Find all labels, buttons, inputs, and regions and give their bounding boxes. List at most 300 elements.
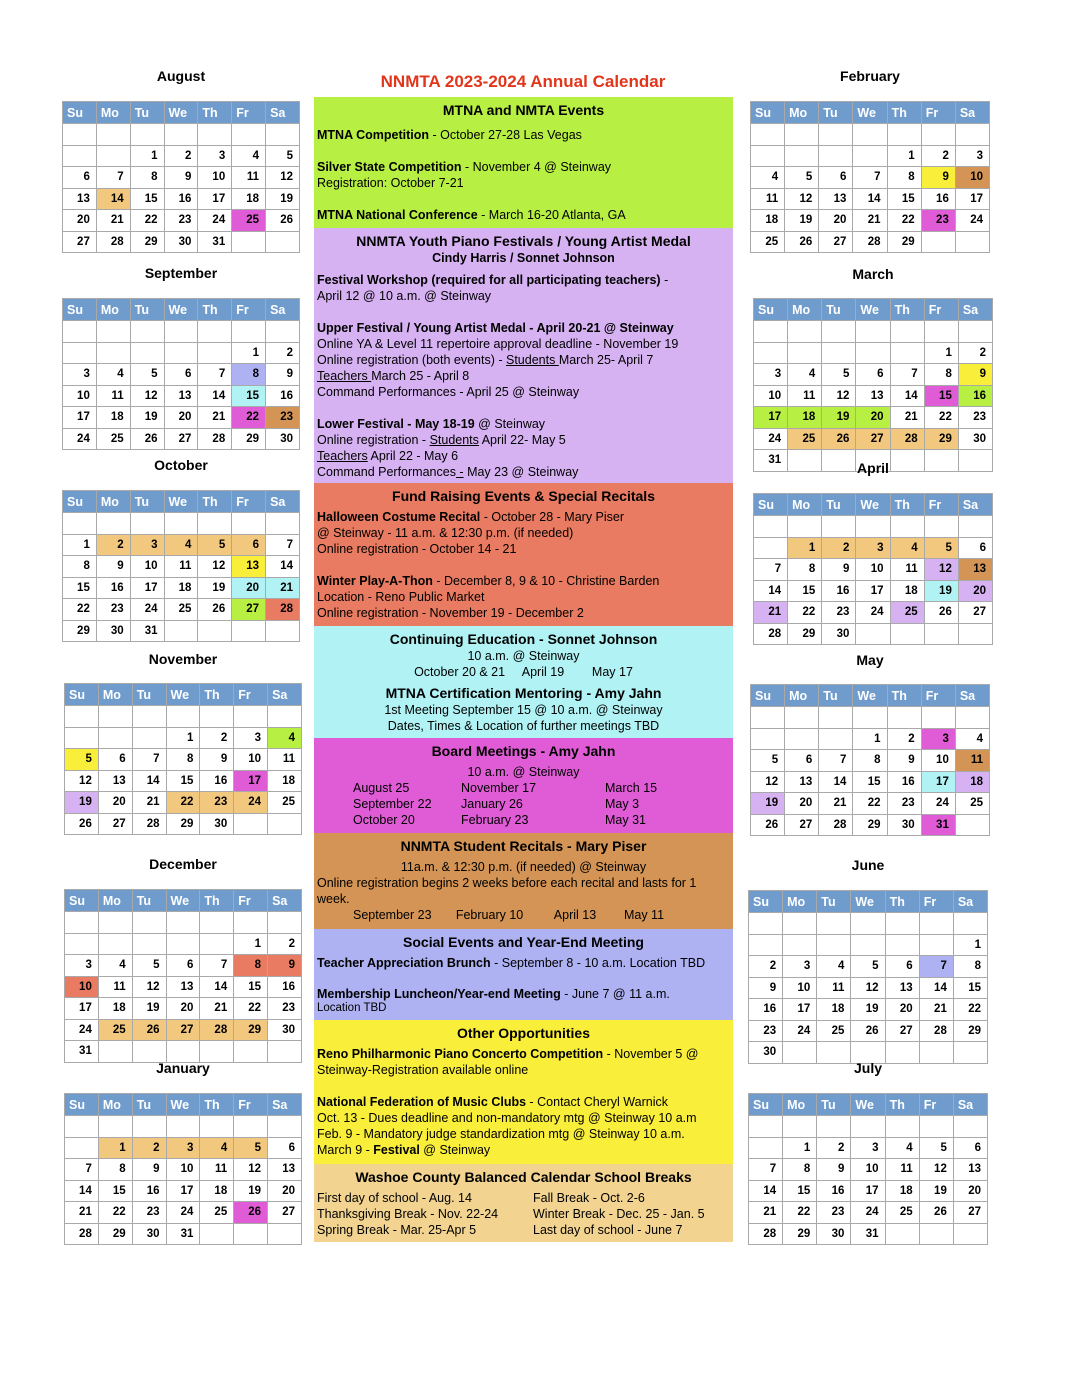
weekday-header: We <box>851 891 885 913</box>
weekday-header: We <box>164 102 198 124</box>
day-cell: 29 <box>887 231 921 253</box>
day-cell: 1 <box>63 534 97 556</box>
day-cell: 17 <box>851 1180 885 1202</box>
day-cell: 19 <box>924 580 958 602</box>
weekday-header: Fr <box>924 299 958 321</box>
day-cell: 15 <box>234 976 268 998</box>
day-cell: 16 <box>266 385 300 407</box>
day-cell: 11 <box>268 749 302 771</box>
event-detail: Online registration begins 2 weeks before each recital and lasts for 1 <box>317 876 697 890</box>
day-cell: 2 <box>817 1137 851 1159</box>
empty-cell <box>166 706 200 728</box>
empty-cell <box>130 513 164 535</box>
empty-cell <box>856 623 890 645</box>
event-detail: April 22- May 5 <box>478 433 566 447</box>
day-cell: 16 <box>268 976 302 998</box>
weekday-header: We <box>166 1094 200 1116</box>
day-cell: 8 <box>234 955 268 977</box>
day-cell: 19 <box>822 407 856 429</box>
school-break-item: Thanksgiving Break - Nov. 22-24 <box>317 1207 499 1221</box>
weekday-header: We <box>166 684 200 706</box>
day-cell: 6 <box>819 167 853 189</box>
section-student-recitals <box>314 833 733 929</box>
day-cell: 29 <box>130 231 164 253</box>
event-name: Teacher Appreciation Brunch <box>317 956 491 970</box>
meeting-date: September 22 <box>353 797 432 811</box>
day-cell: 26 <box>266 210 300 232</box>
day-cell: 18 <box>96 407 130 429</box>
day-cell: 23 <box>164 210 198 232</box>
event-detail: - March 16-20 Atlanta, GA <box>477 208 626 222</box>
empty-cell <box>268 813 302 835</box>
section-heading: Washoe County Balanced Calendar School Breaks <box>355 1169 692 1185</box>
day-cell: 12 <box>851 977 885 999</box>
day-cell: 24 <box>754 428 788 450</box>
event-detail: March 25- April 7 <box>558 353 654 367</box>
day-cell: 12 <box>132 976 166 998</box>
empty-cell <box>164 513 198 535</box>
weekday-header: Sa <box>268 1094 302 1116</box>
section-board-meetings <box>314 738 733 833</box>
day-cell: 5 <box>851 956 885 978</box>
section-heading: Continuing Education - Sonnet Johnson <box>389 631 658 647</box>
day-cell: 6 <box>98 749 132 771</box>
day-cell: 12 <box>822 385 856 407</box>
day-cell: 19 <box>198 577 232 599</box>
day-cell: 11 <box>890 559 924 581</box>
day-cell: 24 <box>198 210 232 232</box>
day-cell: 27 <box>98 813 132 835</box>
day-cell: 16 <box>200 770 234 792</box>
day-cell: 25 <box>98 1019 132 1041</box>
section-social-events <box>314 929 733 1020</box>
empty-cell <box>921 124 955 146</box>
day-cell: 8 <box>232 364 266 386</box>
day-cell: 28 <box>65 1223 99 1245</box>
empty-cell <box>817 1116 851 1138</box>
event-detail: 10 a.m. @ Steinway <box>467 765 580 779</box>
weekday-header: Fr <box>921 102 955 124</box>
day-cell: 9 <box>164 167 198 189</box>
day-cell: 25 <box>164 599 198 621</box>
empty-cell <box>955 231 989 253</box>
empty-cell <box>953 913 987 935</box>
empty-cell <box>96 124 130 146</box>
event-detail: May 23 @ Steinway <box>463 465 579 479</box>
day-cell: 11 <box>200 1159 234 1181</box>
weekday-header: Fr <box>234 684 268 706</box>
day-cell: 19 <box>234 1180 268 1202</box>
day-cell: 18 <box>268 770 302 792</box>
weekday-header: Tu <box>130 299 164 321</box>
weekday-header: We <box>164 491 198 513</box>
empty-cell <box>234 1223 268 1245</box>
day-cell: 1 <box>853 728 887 750</box>
empty-cell <box>921 707 955 729</box>
empty-cell <box>96 513 130 535</box>
day-cell: 23 <box>96 599 130 621</box>
section-subheading: Cindy Harris / Sonnet Johnson <box>432 251 615 265</box>
empty-cell <box>890 516 924 538</box>
empty-cell <box>268 1041 302 1063</box>
section-heading: MTNA Certification Mentoring - Amy Jahn <box>385 685 662 701</box>
day-cell: 9 <box>96 556 130 578</box>
day-cell: 28 <box>132 813 166 835</box>
day-cell: 26 <box>924 602 958 624</box>
day-cell: 4 <box>268 727 302 749</box>
day-cell: 18 <box>751 210 785 232</box>
day-cell: 22 <box>788 602 822 624</box>
empty-cell <box>232 124 266 146</box>
empty-cell <box>63 513 97 535</box>
empty-cell <box>924 623 958 645</box>
weekday-header: Sa <box>266 299 300 321</box>
empty-cell <box>955 124 989 146</box>
day-cell: 20 <box>166 998 200 1020</box>
day-cell: 21 <box>266 577 300 599</box>
empty-cell <box>853 145 887 167</box>
day-cell: 5 <box>924 537 958 559</box>
day-cell: 21 <box>890 407 924 429</box>
weekday-header: Tu <box>817 1094 851 1116</box>
day-cell: 23 <box>200 792 234 814</box>
empty-cell <box>754 516 788 538</box>
day-cell: 1 <box>232 342 266 364</box>
day-cell: 22 <box>234 998 268 1020</box>
day-cell: 2 <box>200 727 234 749</box>
school-break-item: Fall Break - Oct. 2-6 <box>533 1191 645 1205</box>
event-detail: Steinway-Registration available online <box>317 1063 529 1077</box>
empty-cell <box>890 342 924 364</box>
month-title-july: July <box>853 1060 882 1076</box>
day-cell: 22 <box>887 210 921 232</box>
day-cell: 28 <box>819 814 853 836</box>
day-cell: 6 <box>164 364 198 386</box>
empty-cell <box>856 321 890 343</box>
day-cell: 17 <box>198 188 232 210</box>
weekday-header: Sa <box>958 299 992 321</box>
section-other-opportunities <box>314 1020 733 1164</box>
day-cell: 18 <box>788 407 822 429</box>
day-cell: 24 <box>856 602 890 624</box>
empty-cell <box>885 913 919 935</box>
event-detail: September 23 February 10 April 13 May 11 <box>353 908 665 922</box>
empty-cell <box>266 620 300 642</box>
weekday-header: Mo <box>98 890 132 912</box>
empty-cell <box>63 321 97 343</box>
day-cell: 21 <box>919 999 953 1021</box>
weekday-header: Su <box>63 102 97 124</box>
day-cell: 17 <box>63 407 97 429</box>
day-cell: 4 <box>96 364 130 386</box>
day-cell: 21 <box>853 210 887 232</box>
day-cell: 18 <box>817 999 851 1021</box>
weekday-header: Fr <box>919 1094 953 1116</box>
empty-cell <box>200 706 234 728</box>
empty-cell <box>200 1223 234 1245</box>
empty-cell <box>785 124 819 146</box>
empty-cell <box>851 913 885 935</box>
day-cell: 16 <box>749 999 783 1021</box>
event-detail: Location TBD <box>317 1002 387 1014</box>
day-cell: 28 <box>96 231 130 253</box>
day-cell: 18 <box>200 1180 234 1202</box>
day-cell: 20 <box>785 793 819 815</box>
day-cell: 15 <box>853 771 887 793</box>
calendar-october <box>62 490 300 642</box>
day-cell: 27 <box>232 599 266 621</box>
day-cell: 28 <box>853 231 887 253</box>
meeting-date: November 17 <box>461 781 537 795</box>
weekday-header: Su <box>65 890 99 912</box>
weekday-header: Mo <box>98 684 132 706</box>
day-cell: 19 <box>851 999 885 1021</box>
day-cell: 3 <box>65 955 99 977</box>
empty-cell <box>98 912 132 934</box>
empty-cell <box>268 706 302 728</box>
month-title-november: November <box>148 651 218 667</box>
day-cell: 30 <box>817 1223 851 1245</box>
day-cell: 26 <box>130 428 164 450</box>
weekday-header: Sa <box>268 890 302 912</box>
empty-cell <box>98 1116 132 1138</box>
weekday-header: Sa <box>266 102 300 124</box>
day-cell: 22 <box>232 407 266 429</box>
day-cell: 27 <box>268 1202 302 1224</box>
day-cell: 26 <box>234 1202 268 1224</box>
day-cell: 11 <box>232 167 266 189</box>
empty-cell <box>268 1116 302 1138</box>
day-cell: 16 <box>817 1180 851 1202</box>
weekday-header: Fr <box>234 890 268 912</box>
day-cell: 21 <box>749 1202 783 1224</box>
event-name: Silver State Competition <box>317 160 462 174</box>
school-break-item: Winter Break - Dec. 25 - Jan. 5 <box>533 1207 705 1221</box>
school-break-item: Spring Break - Mar. 25-Apr 5 <box>317 1223 477 1237</box>
day-cell: 13 <box>953 1159 987 1181</box>
weekday-header: Sa <box>955 102 989 124</box>
event-detail: Location - Reno Public Market <box>317 590 485 604</box>
section-heading: Other Opportunities <box>457 1025 590 1041</box>
empty-cell <box>921 231 955 253</box>
event-detail: Command Performances <box>317 465 456 479</box>
empty-cell <box>887 707 921 729</box>
day-cell: 18 <box>885 1180 919 1202</box>
day-cell: 26 <box>65 813 99 835</box>
day-cell: 21 <box>65 1202 99 1224</box>
day-cell: 2 <box>164 145 198 167</box>
day-cell: 1 <box>166 727 200 749</box>
day-cell: 1 <box>788 537 822 559</box>
day-cell: 25 <box>890 602 924 624</box>
day-cell: 10 <box>851 1159 885 1181</box>
weekday-header: Th <box>885 891 919 913</box>
day-cell: 28 <box>198 428 232 450</box>
day-cell: 5 <box>132 955 166 977</box>
weekday-header: Sa <box>266 491 300 513</box>
day-cell: 5 <box>198 534 232 556</box>
empty-cell <box>885 1116 919 1138</box>
day-cell: 11 <box>98 976 132 998</box>
empty-cell <box>200 1041 234 1063</box>
empty-cell <box>751 145 785 167</box>
day-cell: 21 <box>754 602 788 624</box>
empty-cell <box>63 145 97 167</box>
day-cell: 14 <box>266 556 300 578</box>
empty-cell <box>819 728 853 750</box>
day-cell: 12 <box>234 1159 268 1181</box>
weekday-header: Tu <box>130 491 164 513</box>
event-detail: Online registration - November 19 - December 2 <box>317 606 584 620</box>
section-school-breaks <box>314 1164 733 1242</box>
day-cell: 23 <box>132 1202 166 1224</box>
day-cell: 29 <box>63 620 97 642</box>
weekday-header: Th <box>887 685 921 707</box>
weekday-header: Su <box>63 491 97 513</box>
weekday-header: Su <box>63 299 97 321</box>
empty-cell <box>958 623 992 645</box>
day-cell: 28 <box>890 428 924 450</box>
day-cell: 14 <box>754 580 788 602</box>
day-cell: 8 <box>166 749 200 771</box>
empty-cell <box>96 342 130 364</box>
day-cell: 8 <box>853 750 887 772</box>
event-detail: 11a.m. & 12:30 p.m. (if needed) @ Steinway <box>400 860 647 874</box>
day-cell: 26 <box>851 1020 885 1042</box>
day-cell: 16 <box>132 1180 166 1202</box>
day-cell: 5 <box>234 1137 268 1159</box>
weekday-header: Sa <box>953 1094 987 1116</box>
empty-cell <box>822 321 856 343</box>
day-cell: 8 <box>924 364 958 386</box>
event-name: Upper Festival / Young Artist Medal - April 20-21 @ Steinway <box>317 321 674 335</box>
day-cell: 22 <box>953 999 987 1021</box>
school-break-item: First day of school - Aug. 14 <box>317 1191 472 1205</box>
day-cell: 25 <box>955 793 989 815</box>
event-detail: - <box>455 465 464 479</box>
empty-cell <box>266 513 300 535</box>
day-cell: 15 <box>130 188 164 210</box>
day-cell: 4 <box>751 167 785 189</box>
day-cell: 2 <box>822 537 856 559</box>
weekday-header: We <box>856 299 890 321</box>
month-title-september: September <box>144 265 218 281</box>
day-cell: 16 <box>822 580 856 602</box>
day-cell: 2 <box>958 342 992 364</box>
empty-cell <box>65 727 99 749</box>
day-cell: 7 <box>65 1159 99 1181</box>
calendar-may <box>750 684 990 836</box>
calendar-july <box>748 1093 988 1245</box>
empty-cell <box>65 706 99 728</box>
day-cell: 27 <box>164 428 198 450</box>
day-cell: 3 <box>234 727 268 749</box>
weekday-header: Mo <box>98 1094 132 1116</box>
day-cell: 9 <box>887 750 921 772</box>
day-cell: 7 <box>819 750 853 772</box>
weekday-header: Su <box>754 494 788 516</box>
empty-cell <box>751 707 785 729</box>
meeting-date: October 20 <box>353 813 415 827</box>
board-meeting-dates <box>314 780 733 828</box>
day-cell: 5 <box>822 364 856 386</box>
event-detail: April 22 - May 6 <box>367 449 459 463</box>
weekday-header: Th <box>885 1094 919 1116</box>
day-cell: 20 <box>856 407 890 429</box>
day-cell: 14 <box>749 1180 783 1202</box>
day-cell: 3 <box>921 728 955 750</box>
day-cell: 13 <box>164 385 198 407</box>
weekday-header: Fr <box>921 685 955 707</box>
event-detail: Online registration (both events) - <box>317 353 506 367</box>
day-cell: 7 <box>266 534 300 556</box>
day-cell: 8 <box>63 556 97 578</box>
day-cell: 15 <box>232 385 266 407</box>
weekday-header: Sa <box>953 891 987 913</box>
day-cell: 13 <box>166 976 200 998</box>
empty-cell <box>919 934 953 956</box>
day-cell: 29 <box>788 623 822 645</box>
calendar-title: NNMTA 2023-2024 Annual Calendar <box>380 72 666 91</box>
day-cell: 15 <box>953 977 987 999</box>
empty-cell <box>924 516 958 538</box>
empty-cell <box>132 1116 166 1138</box>
event-detail: - November 5 @ <box>603 1047 699 1061</box>
empty-cell <box>754 342 788 364</box>
weekday-header: Tu <box>130 102 164 124</box>
empty-cell <box>885 1223 919 1245</box>
day-cell: 4 <box>200 1137 234 1159</box>
empty-cell <box>955 814 989 836</box>
event-detail: Teachers <box>317 449 368 463</box>
event-detail: Command Performances - April 25 @ Steinway <box>317 385 580 399</box>
empty-cell <box>788 321 822 343</box>
day-cell: 10 <box>166 1159 200 1181</box>
day-cell: 21 <box>819 793 853 815</box>
day-cell: 12 <box>919 1159 953 1181</box>
day-cell: 18 <box>164 577 198 599</box>
day-cell: 29 <box>232 428 266 450</box>
day-cell: 14 <box>96 188 130 210</box>
event-detail: Registration: October 7-21 <box>317 176 464 190</box>
day-cell: 7 <box>754 559 788 581</box>
event-detail: - October 27-28 Las Vegas <box>429 128 582 142</box>
day-cell: 14 <box>200 976 234 998</box>
empty-cell <box>166 912 200 934</box>
empty-cell <box>783 913 817 935</box>
day-cell: 10 <box>921 750 955 772</box>
day-cell: 24 <box>166 1202 200 1224</box>
day-cell: 14 <box>819 771 853 793</box>
calendar-august <box>62 101 300 253</box>
empty-cell <box>919 913 953 935</box>
day-cell: 7 <box>853 167 887 189</box>
empty-cell <box>817 934 851 956</box>
event-detail: Students <box>429 433 479 447</box>
empty-cell <box>953 1223 987 1245</box>
day-cell: 13 <box>785 771 819 793</box>
day-cell: 1 <box>924 342 958 364</box>
event-detail: - June 7 @ 11 a.m. <box>560 987 670 1001</box>
day-cell: 31 <box>65 1041 99 1063</box>
weekday-header: Sa <box>958 494 992 516</box>
day-cell: 11 <box>885 1159 919 1181</box>
empty-cell <box>198 620 232 642</box>
day-cell: 19 <box>919 1180 953 1202</box>
day-cell: 16 <box>164 188 198 210</box>
empty-cell <box>785 728 819 750</box>
day-cell: 31 <box>166 1223 200 1245</box>
